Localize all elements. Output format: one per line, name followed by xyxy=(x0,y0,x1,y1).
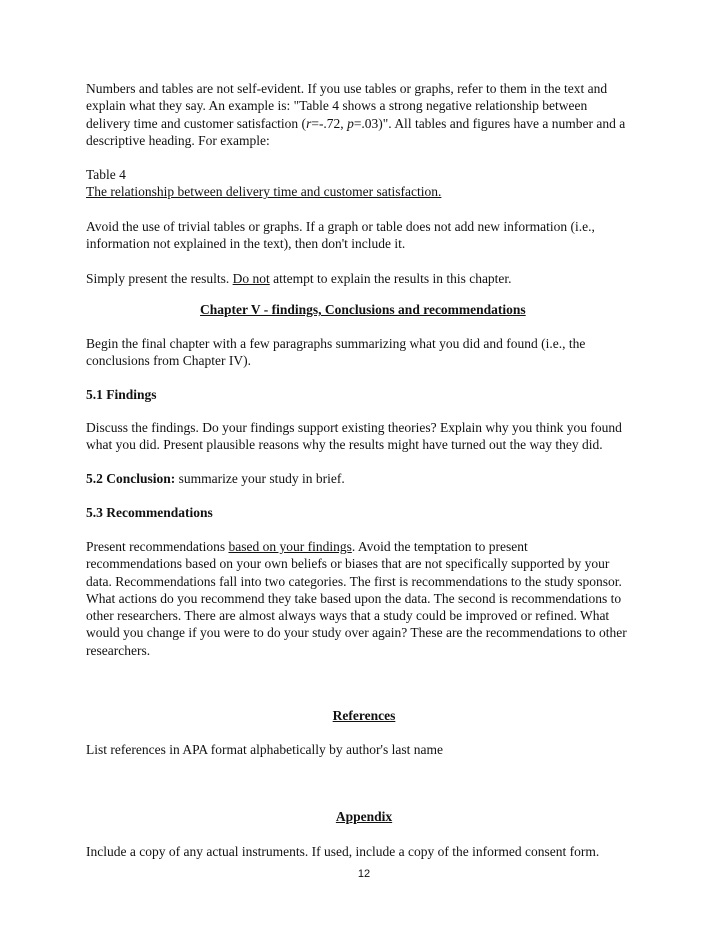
paragraph-line: what you did. Present plausible reasons why the results might have turned out the way they did. xyxy=(86,437,603,453)
paragraph-line: descriptive heading. For example: xyxy=(86,132,270,148)
section-heading-findings: 5.1 Findings xyxy=(86,387,157,402)
paragraph-tables-graphs xyxy=(86,80,686,149)
references-text: List references in APA format alphabetically by author's last name xyxy=(86,742,443,757)
appendix-heading: Appendix xyxy=(335,809,393,824)
paragraph-line: data. Recommendations fall into two categories. The first is recommendations to the study sponsor. xyxy=(86,573,622,589)
paragraph-trivial-tables xyxy=(86,218,686,253)
paragraph-line: Simply present the results. Do not attempt to explain the results in this chapter. xyxy=(86,271,512,286)
paragraph-line: researchers. xyxy=(86,642,151,658)
chapter-heading: Chapter V - findings, Conclusions and recommendations xyxy=(200,302,526,317)
paragraph-discuss-findings xyxy=(86,419,686,454)
table-heading: The relationship between delivery time and customer satisfaction. xyxy=(86,184,442,200)
paragraph-line: Begin the final chapter with a few paragraphs summarizing what you did and found (i.e., the xyxy=(86,336,586,351)
table-example xyxy=(86,166,686,201)
paragraph-line: Numbers and tables are not self-evident. If you use tables or graphs, refer to them in the text and xyxy=(86,81,608,96)
paragraph-line: explain what they say. An example is: "Table 4 shows a strong negative relationship between xyxy=(86,98,588,114)
paragraph-line: would you change if you were to do your study over again? These are the recommendations to other xyxy=(86,625,627,641)
paragraph-line: recommendations based on your own beliefs or biases that are not specifically supported by your xyxy=(86,556,610,572)
paragraph-line: delivery time and customer satisfaction (r=-.72, p=.03)". All tables and figures have a number and a xyxy=(86,115,626,131)
table-label: Table 4 xyxy=(86,167,126,182)
section-heading-recommendations: 5.3 Recommendations xyxy=(86,505,213,520)
appendix-text: Include a copy of any actual instruments. If used, include a copy of the informed consent form. xyxy=(86,844,600,859)
paragraph-line: conclusions from Chapter IV). xyxy=(86,353,251,369)
paragraph-final-chapter xyxy=(86,335,686,370)
paragraph-line: Discuss the findings. Do your findings support existing theories? Explain why you think you found xyxy=(86,420,622,435)
page-number: 12 xyxy=(357,868,371,880)
paragraph-recommendations xyxy=(86,538,686,659)
paragraph-line: What actions do you recommend they take based upon the data. The second is recommendations to xyxy=(86,590,622,606)
paragraph-line: Present recommendations based on your findings. Avoid the temptation to present xyxy=(86,539,528,554)
references-heading: References xyxy=(332,708,396,723)
paragraph-line: Avoid the use of trivial tables or graphs. If a graph or table does not add new information (i.e., xyxy=(86,219,595,234)
paragraph-line: other researchers. There are almost always ways that a study could be improved or refined. What xyxy=(86,608,610,624)
section-conclusion: 5.2 Conclusion: summarize your study in brief. xyxy=(86,471,345,486)
paragraph-line: information not explained in the text), then don't include it. xyxy=(86,236,406,252)
paragraph-present-results xyxy=(86,270,686,287)
